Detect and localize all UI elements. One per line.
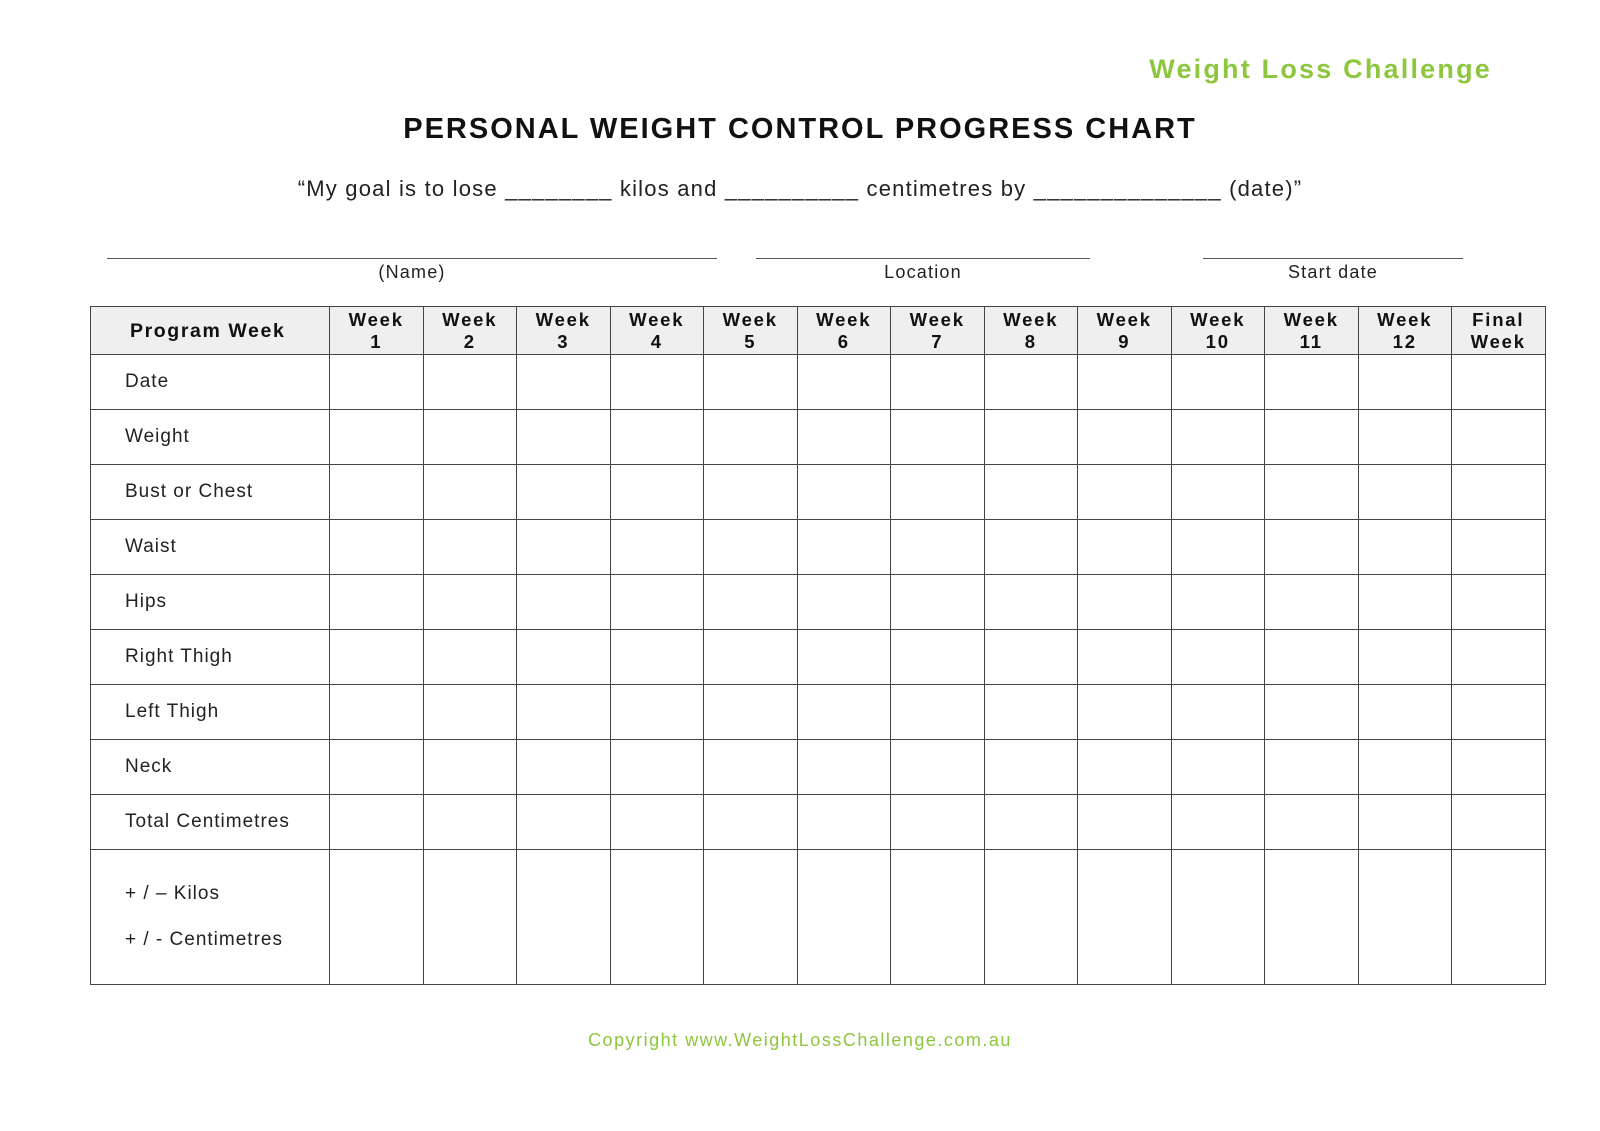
entry-cell[interactable] bbox=[797, 850, 891, 985]
entry-cell[interactable] bbox=[1452, 740, 1546, 795]
entry-cell[interactable] bbox=[797, 795, 891, 850]
week-column-header bbox=[610, 307, 704, 355]
entry-cell[interactable] bbox=[1358, 410, 1452, 465]
entry-cell[interactable] bbox=[1171, 850, 1265, 985]
table-row bbox=[91, 685, 1546, 740]
entry-cell[interactable] bbox=[1078, 355, 1172, 410]
entry-cell[interactable] bbox=[610, 410, 704, 465]
week-header-line2: 9 bbox=[1118, 330, 1131, 352]
entry-cell[interactable] bbox=[1171, 465, 1265, 520]
entry-cell[interactable] bbox=[1358, 850, 1452, 985]
entry-cell[interactable] bbox=[517, 795, 611, 850]
table-body bbox=[91, 355, 1546, 985]
week-header-line2: 4 bbox=[650, 330, 663, 352]
entry-cell[interactable] bbox=[610, 575, 704, 630]
entry-cell[interactable] bbox=[984, 520, 1078, 575]
week-column-header bbox=[704, 307, 798, 355]
entry-cell[interactable] bbox=[423, 630, 517, 685]
week-column-header bbox=[1078, 307, 1172, 355]
entry-cell[interactable] bbox=[704, 575, 798, 630]
entry-cell[interactable] bbox=[797, 520, 891, 575]
entry-cell[interactable] bbox=[891, 740, 985, 795]
progress-table bbox=[90, 306, 1546, 985]
goal-statement: “My goal is to lose ________ kilos and __________ centimetres by ______________ (date)” bbox=[297, 176, 1303, 201]
week-column-header bbox=[1358, 307, 1452, 355]
week-column-header bbox=[984, 307, 1078, 355]
entry-cell[interactable] bbox=[704, 685, 798, 740]
entry-cell[interactable] bbox=[1078, 795, 1172, 850]
location-signature-field bbox=[756, 238, 1090, 283]
entry-cell[interactable] bbox=[704, 410, 798, 465]
entry-cell[interactable] bbox=[1358, 355, 1452, 410]
entry-cell[interactable] bbox=[1171, 630, 1265, 685]
entry-cell[interactable] bbox=[1078, 465, 1172, 520]
entry-cell[interactable] bbox=[330, 520, 424, 575]
name-blank-line[interactable] bbox=[107, 238, 717, 259]
entry-cell[interactable] bbox=[517, 410, 611, 465]
entry-cell[interactable] bbox=[797, 685, 891, 740]
entry-cell[interactable] bbox=[330, 630, 424, 685]
week-header-line1: Week bbox=[909, 308, 965, 330]
entry-cell[interactable] bbox=[984, 575, 1078, 630]
row-label: Waist bbox=[91, 520, 330, 575]
entry-cell[interactable] bbox=[1265, 355, 1359, 410]
entry-cell[interactable] bbox=[517, 520, 611, 575]
week-header-line2: 6 bbox=[837, 330, 850, 352]
entry-cell[interactable] bbox=[891, 520, 985, 575]
week-column-header bbox=[423, 307, 517, 355]
week-header-line2: Week bbox=[1470, 330, 1526, 352]
entry-cell[interactable] bbox=[704, 740, 798, 795]
row-label: Left Thigh bbox=[91, 685, 330, 740]
entry-cell[interactable] bbox=[1171, 575, 1265, 630]
week-header-line2: 2 bbox=[463, 330, 476, 352]
row-label: Date bbox=[91, 355, 330, 410]
table-row bbox=[91, 465, 1546, 520]
week-column-header bbox=[1265, 307, 1359, 355]
location-caption: Location bbox=[884, 262, 962, 282]
table-row bbox=[91, 520, 1546, 575]
header-row bbox=[91, 307, 1546, 355]
entry-cell[interactable] bbox=[1358, 465, 1452, 520]
week-header-line2: 3 bbox=[557, 330, 570, 352]
week-column-header bbox=[330, 307, 424, 355]
entry-cell[interactable] bbox=[797, 740, 891, 795]
table-row-change-summary bbox=[91, 850, 1546, 985]
week-header-line1: Week bbox=[1190, 308, 1246, 330]
week-header-line2: 1 bbox=[370, 330, 383, 352]
entry-cell[interactable] bbox=[330, 410, 424, 465]
entry-cell[interactable] bbox=[1078, 575, 1172, 630]
entry-cell[interactable] bbox=[517, 685, 611, 740]
entry-cell[interactable] bbox=[330, 850, 424, 985]
entry-cell[interactable] bbox=[1171, 740, 1265, 795]
entry-cell[interactable] bbox=[1358, 630, 1452, 685]
entry-cell[interactable] bbox=[984, 630, 1078, 685]
entry-cell[interactable] bbox=[1265, 410, 1359, 465]
entry-cell[interactable] bbox=[704, 850, 798, 985]
entry-cell[interactable] bbox=[797, 355, 891, 410]
entry-cell[interactable] bbox=[704, 630, 798, 685]
week-column-header bbox=[797, 307, 891, 355]
entry-cell[interactable] bbox=[704, 795, 798, 850]
entry-cell[interactable] bbox=[1265, 740, 1359, 795]
location-blank-line[interactable] bbox=[756, 238, 1090, 259]
entry-cell[interactable] bbox=[610, 355, 704, 410]
row-label: Bust or Chest bbox=[91, 465, 330, 520]
page-title: PERSONAL WEIGHT CONTROL PROGRESS CHART bbox=[403, 113, 1197, 145]
entry-cell[interactable] bbox=[891, 465, 985, 520]
entry-cell[interactable] bbox=[891, 630, 985, 685]
row-label: Right Thigh bbox=[91, 630, 330, 685]
week-header-line2: 7 bbox=[931, 330, 944, 352]
entry-cell[interactable] bbox=[704, 465, 798, 520]
entry-cell[interactable] bbox=[797, 630, 891, 685]
entry-cell[interactable] bbox=[1452, 630, 1546, 685]
entry-cell[interactable] bbox=[517, 630, 611, 685]
entry-cell[interactable] bbox=[891, 355, 985, 410]
week-header-line2: 5 bbox=[744, 330, 757, 352]
entry-cell[interactable] bbox=[423, 850, 517, 985]
entry-cell[interactable] bbox=[610, 520, 704, 575]
entry-cell[interactable] bbox=[1452, 575, 1546, 630]
entry-cell[interactable] bbox=[1171, 685, 1265, 740]
entry-cell[interactable] bbox=[423, 520, 517, 575]
row-label: Weight bbox=[91, 410, 330, 465]
change-summary-label bbox=[91, 850, 330, 985]
week-header-line1: Week bbox=[1377, 308, 1433, 330]
entry-cell[interactable] bbox=[330, 685, 424, 740]
week-header-line1: Final bbox=[1472, 308, 1525, 330]
entry-cell[interactable] bbox=[1452, 685, 1546, 740]
entry-cell[interactable] bbox=[1078, 520, 1172, 575]
entry-cell[interactable] bbox=[330, 465, 424, 520]
entry-cell[interactable] bbox=[1265, 795, 1359, 850]
week-header-line1: Week bbox=[535, 308, 591, 330]
entry-cell[interactable] bbox=[1265, 630, 1359, 685]
entry-cell[interactable] bbox=[984, 465, 1078, 520]
entry-cell[interactable] bbox=[517, 575, 611, 630]
kilos-change-label: + / – Kilos bbox=[125, 883, 220, 904]
copyright-text: Copyright www.WeightLossChallenge.com.au bbox=[588, 1030, 1012, 1050]
entry-cell[interactable] bbox=[330, 740, 424, 795]
entry-cell[interactable] bbox=[984, 410, 1078, 465]
entry-cell[interactable] bbox=[330, 795, 424, 850]
row-label: Hips bbox=[91, 575, 330, 630]
entry-cell[interactable] bbox=[984, 685, 1078, 740]
week-header-line1: Week bbox=[442, 308, 498, 330]
centimetres-change-label: + / - Centimetres bbox=[125, 929, 283, 950]
week-header-line1: Week bbox=[348, 308, 404, 330]
entry-cell[interactable] bbox=[423, 795, 517, 850]
entry-cell[interactable] bbox=[1452, 795, 1546, 850]
week-header-line2: 10 bbox=[1205, 330, 1230, 352]
entry-cell[interactable] bbox=[330, 355, 424, 410]
week-column-header bbox=[891, 307, 985, 355]
week-header-line1: Week bbox=[1096, 308, 1152, 330]
entry-cell[interactable] bbox=[1358, 575, 1452, 630]
entry-cell[interactable] bbox=[1078, 850, 1172, 985]
row-label: Total Centimetres bbox=[91, 795, 330, 850]
week-header-line1: Week bbox=[816, 308, 872, 330]
entry-cell[interactable] bbox=[1265, 575, 1359, 630]
entry-cell[interactable] bbox=[423, 575, 517, 630]
entry-cell[interactable] bbox=[610, 685, 704, 740]
entry-cell[interactable] bbox=[1171, 520, 1265, 575]
entry-cell[interactable] bbox=[1452, 355, 1546, 410]
entry-cell[interactable] bbox=[891, 575, 985, 630]
entry-cell[interactable] bbox=[984, 740, 1078, 795]
entry-cell[interactable] bbox=[704, 355, 798, 410]
entry-cell[interactable] bbox=[797, 465, 891, 520]
row-label: Neck bbox=[91, 740, 330, 795]
start-date-blank-line[interactable] bbox=[1203, 238, 1463, 259]
entry-cell[interactable] bbox=[1078, 685, 1172, 740]
entry-cell[interactable] bbox=[610, 630, 704, 685]
entry-cell[interactable] bbox=[1265, 850, 1359, 985]
week-header-line2: 11 bbox=[1299, 330, 1323, 352]
week-header-line1: Week bbox=[722, 308, 778, 330]
entry-cell[interactable] bbox=[517, 355, 611, 410]
entry-cell[interactable] bbox=[423, 685, 517, 740]
entry-cell[interactable] bbox=[891, 685, 985, 740]
entry-cell[interactable] bbox=[610, 795, 704, 850]
entry-cell[interactable] bbox=[984, 850, 1078, 985]
entry-cell[interactable] bbox=[517, 740, 611, 795]
entry-cell[interactable] bbox=[704, 520, 798, 575]
entry-cell[interactable] bbox=[797, 410, 891, 465]
table-row bbox=[91, 630, 1546, 685]
entry-cell[interactable] bbox=[1452, 850, 1546, 985]
entry-cell[interactable] bbox=[610, 465, 704, 520]
entry-cell[interactable] bbox=[1452, 465, 1546, 520]
entry-cell[interactable] bbox=[891, 795, 985, 850]
entry-cell[interactable] bbox=[1358, 740, 1452, 795]
brand-title: Weight Loss Challenge bbox=[1149, 54, 1492, 84]
week-header-line1: Week bbox=[629, 308, 685, 330]
entry-cell[interactable] bbox=[1358, 685, 1452, 740]
entry-cell[interactable] bbox=[1078, 630, 1172, 685]
entry-cell[interactable] bbox=[610, 850, 704, 985]
entry-cell[interactable] bbox=[517, 850, 611, 985]
start-date-signature-field bbox=[1203, 238, 1463, 283]
entry-cell[interactable] bbox=[1265, 465, 1359, 520]
entry-cell[interactable] bbox=[1452, 520, 1546, 575]
entry-cell[interactable] bbox=[984, 355, 1078, 410]
table-row bbox=[91, 575, 1546, 630]
entry-cell[interactable] bbox=[330, 575, 424, 630]
entry-cell[interactable] bbox=[1265, 520, 1359, 575]
entry-cell[interactable] bbox=[1078, 410, 1172, 465]
name-signature-field bbox=[107, 238, 717, 283]
week-header-line2: 12 bbox=[1392, 330, 1417, 352]
entry-cell[interactable] bbox=[984, 795, 1078, 850]
entry-cell[interactable] bbox=[517, 465, 611, 520]
entry-cell[interactable] bbox=[1078, 740, 1172, 795]
entry-cell[interactable] bbox=[1265, 685, 1359, 740]
entry-cell[interactable] bbox=[423, 410, 517, 465]
week-column-header bbox=[517, 307, 611, 355]
table-row bbox=[91, 795, 1546, 850]
table-row bbox=[91, 410, 1546, 465]
entry-cell[interactable] bbox=[423, 465, 517, 520]
program-week-header: Program Week bbox=[91, 307, 330, 355]
week-header-line1: Week bbox=[1003, 308, 1059, 330]
table-row bbox=[91, 355, 1546, 410]
entry-cell[interactable] bbox=[1358, 520, 1452, 575]
week-header-line1: Week bbox=[1283, 308, 1339, 330]
entry-cell[interactable] bbox=[610, 740, 704, 795]
entry-cell[interactable] bbox=[1171, 410, 1265, 465]
entry-cell[interactable] bbox=[1171, 355, 1265, 410]
table-row bbox=[91, 740, 1546, 795]
week-column-header bbox=[1171, 307, 1265, 355]
start-date-caption: Start date bbox=[1287, 262, 1379, 282]
entry-cell[interactable] bbox=[423, 740, 517, 795]
entry-cell[interactable] bbox=[797, 575, 891, 630]
entry-cell[interactable] bbox=[891, 410, 985, 465]
entry-cell[interactable] bbox=[1452, 410, 1546, 465]
entry-cell[interactable] bbox=[1358, 795, 1452, 850]
entry-cell[interactable] bbox=[423, 355, 517, 410]
name-caption: (Name) bbox=[378, 262, 446, 282]
entry-cell[interactable] bbox=[1171, 795, 1265, 850]
week-header-line2: 8 bbox=[1024, 330, 1037, 352]
week-column-header bbox=[1452, 307, 1546, 355]
entry-cell[interactable] bbox=[891, 850, 985, 985]
